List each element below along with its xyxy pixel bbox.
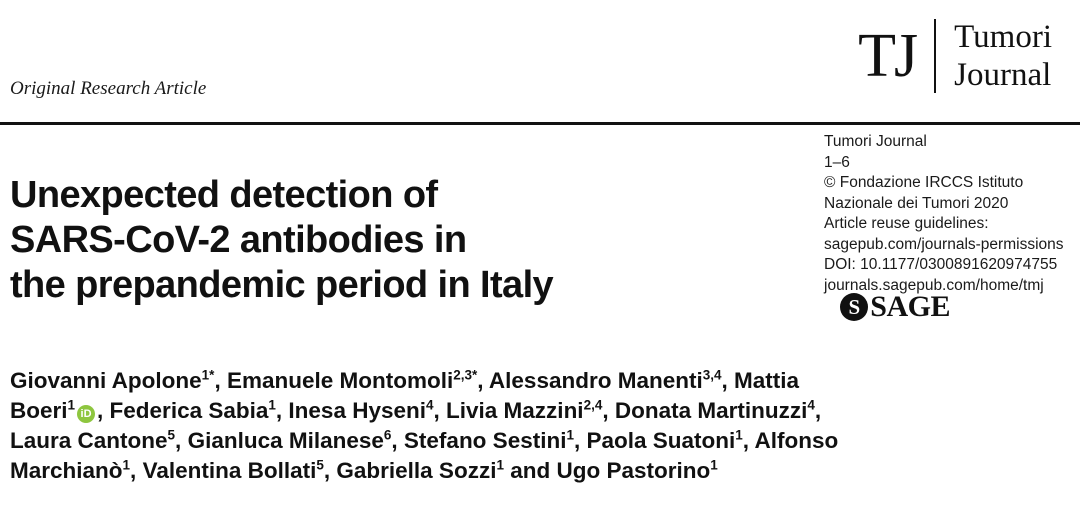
journal-monogram: TJ: [858, 22, 917, 90]
author-separator: ,: [742, 428, 755, 453]
title-line-1: Unexpected detection of: [10, 174, 438, 217]
author-affiliation-marker: 5: [167, 427, 176, 443]
journal-masthead: [858, 14, 1052, 98]
title-line-3: the prepandemic period in Italy: [10, 264, 554, 307]
author-separator: ,: [602, 398, 615, 423]
publisher-logo: [840, 290, 950, 324]
author-name: Emanuele Montomoli: [226, 368, 454, 393]
author-affiliation-marker: 4: [807, 397, 815, 413]
author-affiliation-marker: 1: [122, 457, 131, 473]
author-separator: ,: [721, 368, 735, 393]
journal-title-line2: Journal: [954, 57, 1052, 93]
author-name: Livia Mazzini: [446, 398, 584, 423]
author-name: Federica Sabia: [109, 398, 269, 423]
author-affiliation-marker: 1*: [201, 367, 215, 383]
journal-title-line1: Tumori: [954, 19, 1052, 55]
author-list: [10, 366, 850, 486]
author-separator: ,: [323, 458, 337, 483]
header-rule: [0, 122, 1080, 125]
meta-reuse-label: Article reuse guidelines:: [824, 215, 989, 232]
author-name: Inesa Hyseni: [288, 398, 426, 423]
author-name: Alessandro Manenti: [488, 368, 703, 393]
meta-permissions-link[interactable]: sagepub.com/journals-permissions: [824, 235, 1064, 253]
meta-journal-home-link[interactable]: journals.sagepub.com/home/tmj: [824, 276, 1044, 294]
journal-title: [954, 18, 1052, 94]
page-title: [10, 173, 670, 308]
author-separator: ,: [391, 428, 404, 453]
author-affiliation-marker: 1: [67, 397, 76, 413]
author-name: Stefano Sestini: [403, 428, 567, 453]
author-separator: ,: [477, 368, 489, 393]
author-separator: ,: [97, 398, 110, 423]
orcid-icon[interactable]: iD: [77, 405, 95, 423]
author-separator: ,: [175, 428, 188, 453]
meta-journal-name: Tumori Journal: [824, 133, 927, 150]
author-affiliation-marker: 1: [566, 427, 574, 443]
author-affiliation-marker: 1: [496, 457, 504, 473]
author-affiliation-marker: 1: [710, 457, 718, 473]
author-separator: ,: [814, 398, 822, 423]
author-name: Giovanni Apolone: [10, 368, 202, 393]
author-affiliation-marker: 2,3*: [453, 367, 478, 383]
author-name: Gabriella Sozzi: [336, 458, 497, 483]
author-separator: ,: [130, 458, 143, 483]
title-line-2: SARS-CoV-2 antibodies in: [10, 219, 467, 262]
meta-copyright-line1: © Fondazione IRCCS Istituto: [824, 174, 1024, 191]
meta-copyright-line2: Nazionale dei Tumori 2020: [824, 194, 1009, 212]
masthead-divider: [934, 19, 936, 93]
author-name: Donata Martinuzzi: [614, 398, 808, 423]
author-affiliation-marker: 4: [426, 397, 434, 413]
author-name: Valentina Bollati: [142, 458, 317, 483]
publisher-name: SAGE: [870, 290, 950, 323]
meta-doi[interactable]: DOI: 10.1177/0300891620974755: [824, 256, 1058, 273]
author-affiliation-marker: 3,4: [702, 367, 722, 383]
author-affiliation-marker: 1: [735, 427, 743, 443]
publication-metadata: [824, 132, 1064, 296]
author-name: Mattia Boeri: [10, 368, 800, 423]
author-name: Laura Cantone: [10, 428, 168, 453]
author-separator: and: [503, 458, 557, 483]
author-name: Ugo Pastorino: [556, 458, 711, 483]
author-name: Paola Suatoni: [586, 428, 736, 453]
author-separator: ,: [573, 428, 587, 453]
author-name: Gianluca Milanese: [187, 428, 384, 453]
meta-page-range: 1–6: [824, 153, 850, 171]
author-affiliation-marker: 6: [383, 427, 392, 443]
article-type-kicker: Original Research Article: [10, 78, 207, 99]
sage-badge-icon: S: [840, 293, 868, 321]
author-separator: ,: [214, 368, 227, 393]
author-affiliation-marker: 2,4: [583, 397, 603, 413]
author-name: Alfonso Marchianò: [10, 428, 839, 483]
author-separator: ,: [433, 398, 447, 423]
author-separator: ,: [275, 398, 289, 423]
author-affiliation-marker: 1: [268, 397, 276, 413]
author-affiliation-marker: 5: [316, 457, 324, 473]
